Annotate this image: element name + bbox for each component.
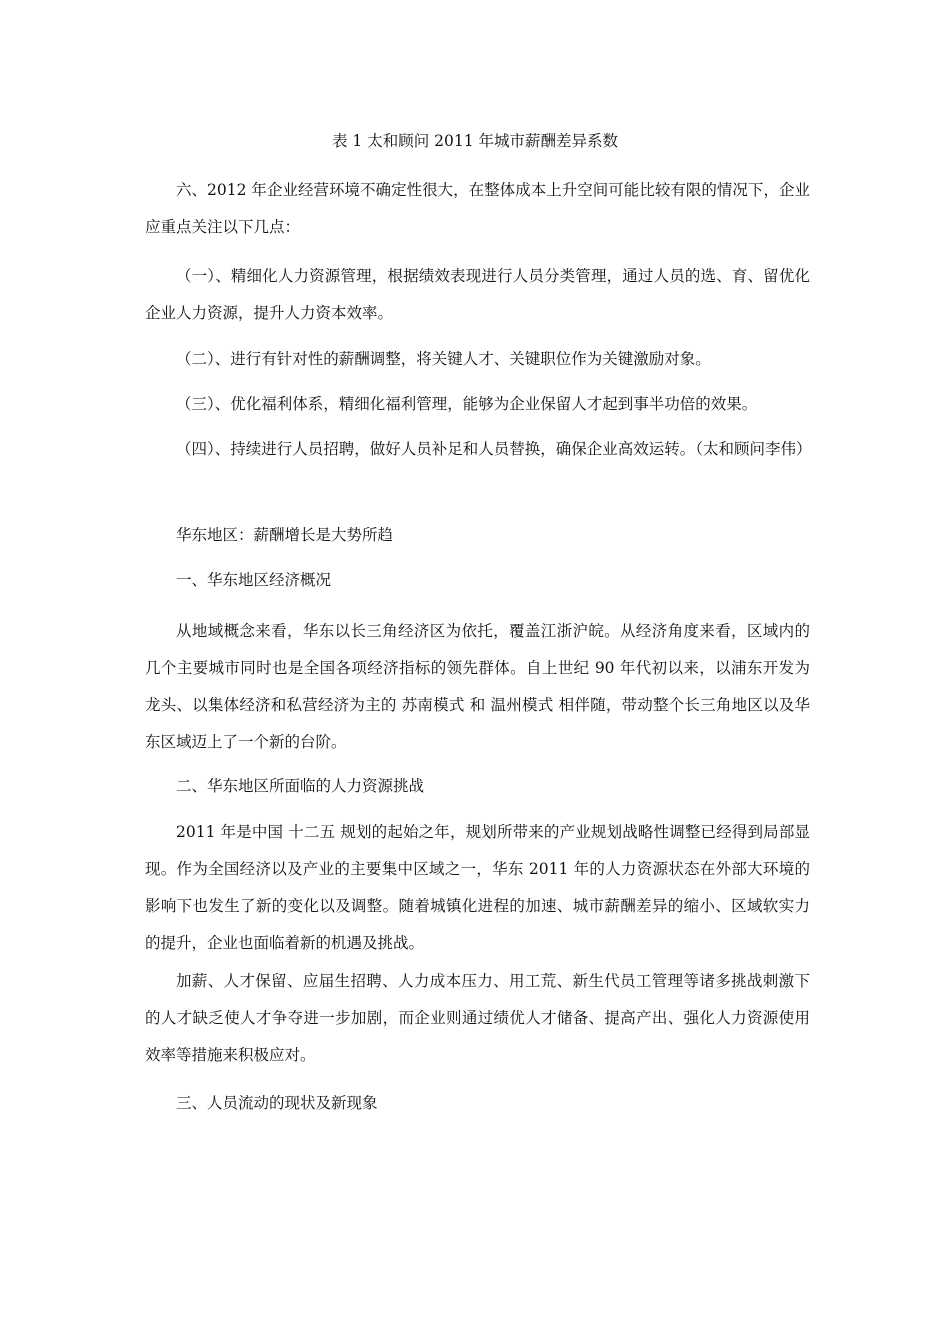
paragraph-section-six: 六、2012 年企业经营环境不确定性很大，在整体成本上升空间可能比较有限的情况下，企业应重点关注以下几点： (145, 181, 810, 236)
table-caption: 表 1 太和顾问 2011 年城市薪酬差异系数 (331, 132, 619, 150)
paragraph-hr-challenges: 2011 年是中国 十二五 规划的起始之年，规划所带来的产业规划战略性调整已经得到局部显现。作为全国经济以及产业的主要集中区域之一，华东 2011 年的人力资源状态在外部大环境的影响下也发生了新的变化以及调整。随着城镇化进程的加速、城市薪酬差异的缩小、区域软实力的提升，企业也面临着新的机遇及挑战。 (145, 823, 810, 952)
paragraph-economy: 从地域概念来看，华东以长三角经济区为依托，覆盖江浙沪皖。从经济角度来看，区域内的几个主要城市同时也是全国各项经济指标的领先群体。自上世纪 90 年代初以来，以浦东开发为龙头、以集体经济和私营经济为主的 苏南模式 和 温州模式 相伴随，带动整个长三角地区以及华东区域迈上了一个新的台阶。 (145, 622, 810, 751)
paragraph-talent-competition: 加薪、人才保留、应届生招聘、人力成本压力、用工荒、新生代员工管理等诸多挑战刺激下的人才缺乏使人才争夺进一步加剧，而企业则通过绩优人才储备、提高产出、强化人力资源使用效率等措施来积极应对。 (145, 972, 810, 1064)
section-heading-economy: 一、华东地区经济概况 (176, 571, 332, 589)
paragraph-item-three: （三）、优化福利体系，精细化福利管理，能够为企业保留人才起到事半功倍的效果。 (176, 395, 758, 413)
section-heading-staff-mobility: 三、人员流动的现状及新现象 (176, 1094, 378, 1112)
section-heading-hr-challenges: 二、华东地区所面临的人力资源挑战 (176, 777, 425, 795)
paragraph-item-two: （二）、进行有针对性的薪酬调整，将关键人才、关键职位作为关键激励对象。 (176, 350, 711, 368)
paragraph-item-four: （四）、持续进行人员招聘，做好人员补足和人员替换，确保企业高效运转。（太和顾问李伟） (176, 440, 812, 458)
section-heading-east-china: 华东地区：薪酬增长是大势所趋 (176, 526, 394, 544)
paragraph-item-one: （一）、精细化人力资源管理，根据绩效表现进行人员分类管理，通过人员的选、育、留优化企业人力资源，提升人力资本效率。 (145, 267, 810, 322)
